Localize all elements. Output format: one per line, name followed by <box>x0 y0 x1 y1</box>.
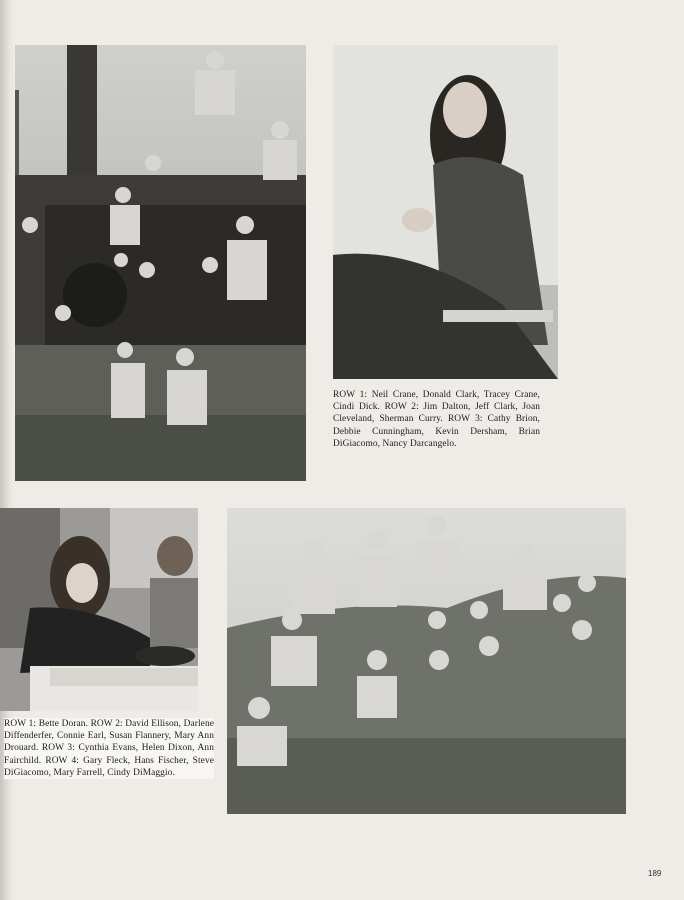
photo-truck-group <box>15 45 306 481</box>
photo-field-group <box>227 508 626 814</box>
photo-sitting-girl <box>333 45 558 379</box>
page-number: 189 <box>648 869 662 878</box>
caption-top-right: ROW 1: Neil Crane, Donald Clark, Tracey Crane, Cindi Dick. ROW 2: Jim Dalton, Jeff Clark, Joan Cleveland, Sherman Curry. ROW 3: Cathy Brion, Debbie Cunningham, Kevin Dersham, Brian DiGiacomo, Nancy Darcangelo. <box>333 390 540 449</box>
photo-classroom <box>0 508 198 711</box>
caption-bottom-left: ROW 1: Bette Doran. ROW 2: David Ellison, Darlene Diffenderfer, Connie Earl, Susan Flannery, Mary Ann Drouard. ROW 3: Cynthia Evans, Helen Dixon, Ann Fairchild. ROW 4: Gary Fleck, Hans Fischer, Steve DiGiacomo, Mary Farrell, Cindy DiMaggio. <box>4 719 214 778</box>
